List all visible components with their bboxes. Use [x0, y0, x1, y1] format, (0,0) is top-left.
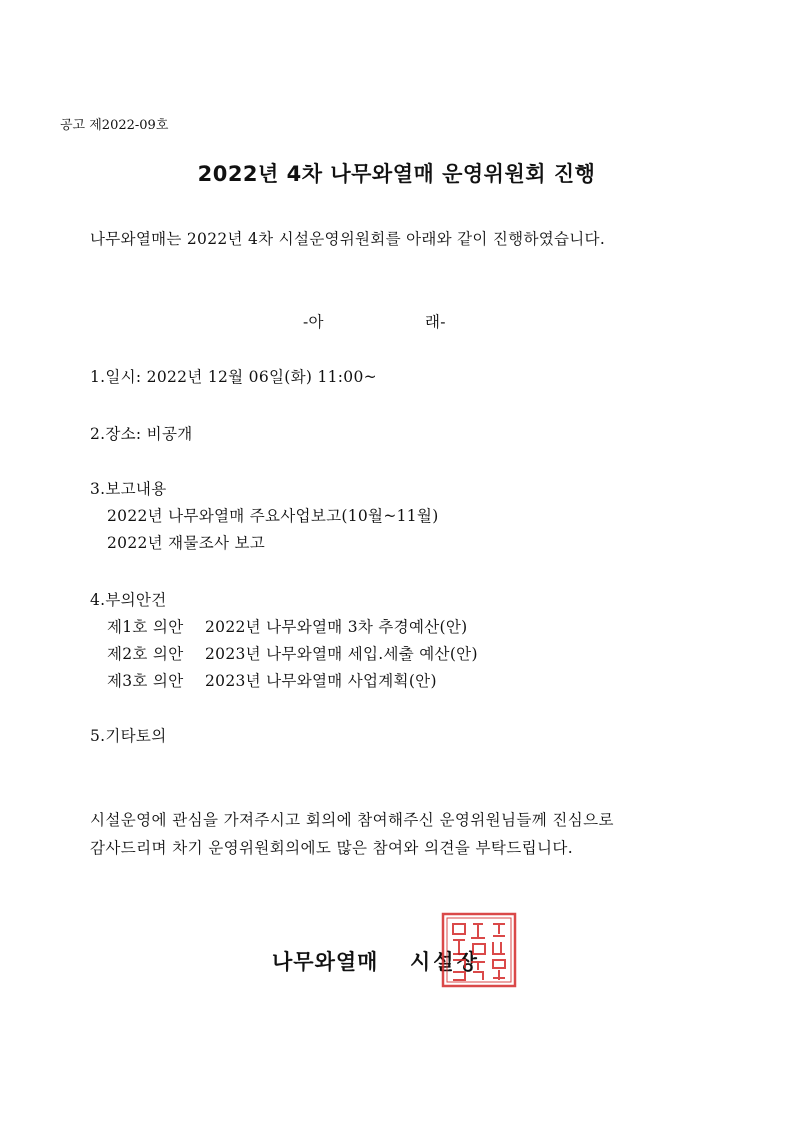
agenda-heading: 4.부의안건 [90, 591, 167, 609]
intro-paragraph: 나무와열매는 2022년 4차 시설운영위원회를 아래와 같이 진행하였습니다. [90, 230, 606, 248]
below-marker-right: 래- [425, 313, 446, 331]
signer-organization: 나무와열매 [272, 950, 379, 974]
item-place: 2.장소: 비공개 [90, 425, 193, 443]
agenda-item-number: 제1호 의안 [107, 618, 184, 636]
report-item: 2022년 나무와열매 주요사업보고(10월~11월) [107, 507, 439, 525]
agenda-item [107, 615, 467, 637]
official-seal-icon [441, 912, 517, 988]
agenda-item-number: 제2호 의안 [107, 645, 184, 663]
notice-number: 공고 제2022-09호 [60, 118, 169, 133]
agenda-item-text: 2022년 나무와열매 3차 추경예산(안) [205, 618, 468, 636]
signer-title: 시설장 [410, 950, 480, 974]
below-marker-left: -아 [303, 313, 324, 331]
agenda-item-text: 2023년 나무와열매 사업계획(안) [205, 672, 437, 690]
closing-line: 시설운영에 관심을 가져주시고 회의에 참여해주신 운영위원님들께 진심으로 [90, 811, 614, 829]
agenda-item-text: 2023년 나무와열매 세입.세출 예산(안) [205, 645, 478, 663]
item-date: 1.일시: 2022년 12월 06일(화) 11:00~ [90, 368, 377, 386]
closing-line: 감사드리며 차기 운영위원회의에도 많은 참여와 의견을 부탁드립니다. [90, 839, 574, 857]
agenda-item [107, 669, 437, 691]
report-heading: 3.보고내용 [90, 480, 167, 498]
other-heading: 5.기타토의 [90, 727, 167, 745]
agenda-item-number: 제3호 의안 [107, 672, 184, 690]
report-item: 2022년 재물조사 보고 [107, 534, 266, 552]
document-title: 2022년 4차 나무와열매 운영위원회 진행 [197, 162, 596, 186]
agenda-item [107, 642, 478, 664]
